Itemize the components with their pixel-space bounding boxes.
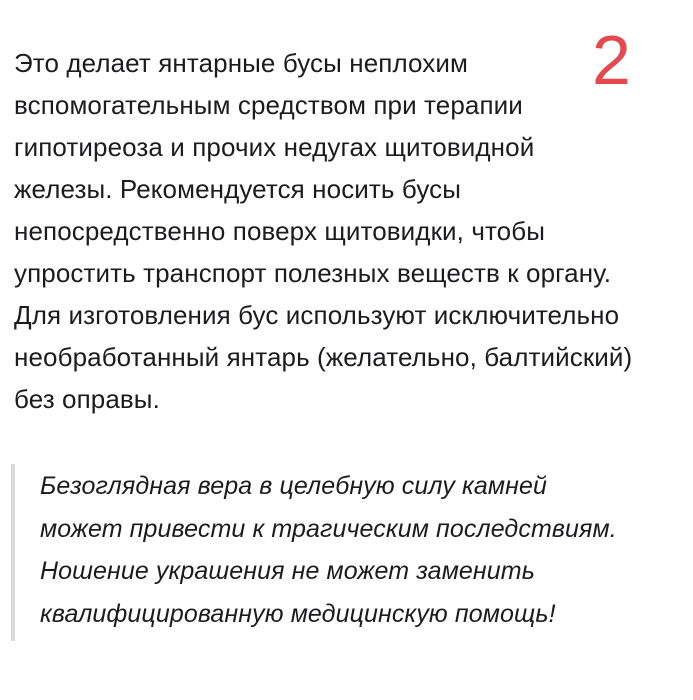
quote-line: Безоглядная вера в целебную силу камней (40, 472, 547, 500)
paragraph-line: железы. Рекомендуется носить бусы (14, 174, 462, 204)
quote-line: Ношение украшения не может заменить (40, 557, 535, 585)
warning-blockquote (11, 464, 617, 641)
body-paragraph (14, 42, 632, 420)
page-number: 2 (592, 21, 631, 99)
quote-line: может привести к трагическим последствиям. (40, 514, 617, 543)
paragraph-line: необработанный янтарь (желательно, балтийский) (14, 342, 633, 372)
paragraph-line: без оправы. (14, 384, 160, 414)
paragraph-line: Это делает янтарные бусы неплохим (14, 48, 468, 78)
paragraph-line: гипотиреоза и прочих недугах щитовидной (14, 132, 535, 162)
paragraph-line: упростить транспорт полезных веществ к органу. (14, 258, 612, 288)
paragraph-line: вспомогательным средством при терапии (14, 90, 523, 120)
paragraph-line: непосредственно поверх щитовидки, чтобы (14, 216, 546, 246)
paragraph-line: Для изготовления бус используют исключительно (14, 300, 620, 330)
quote-line: квалифицированную медицинскую помощь! (40, 599, 556, 628)
